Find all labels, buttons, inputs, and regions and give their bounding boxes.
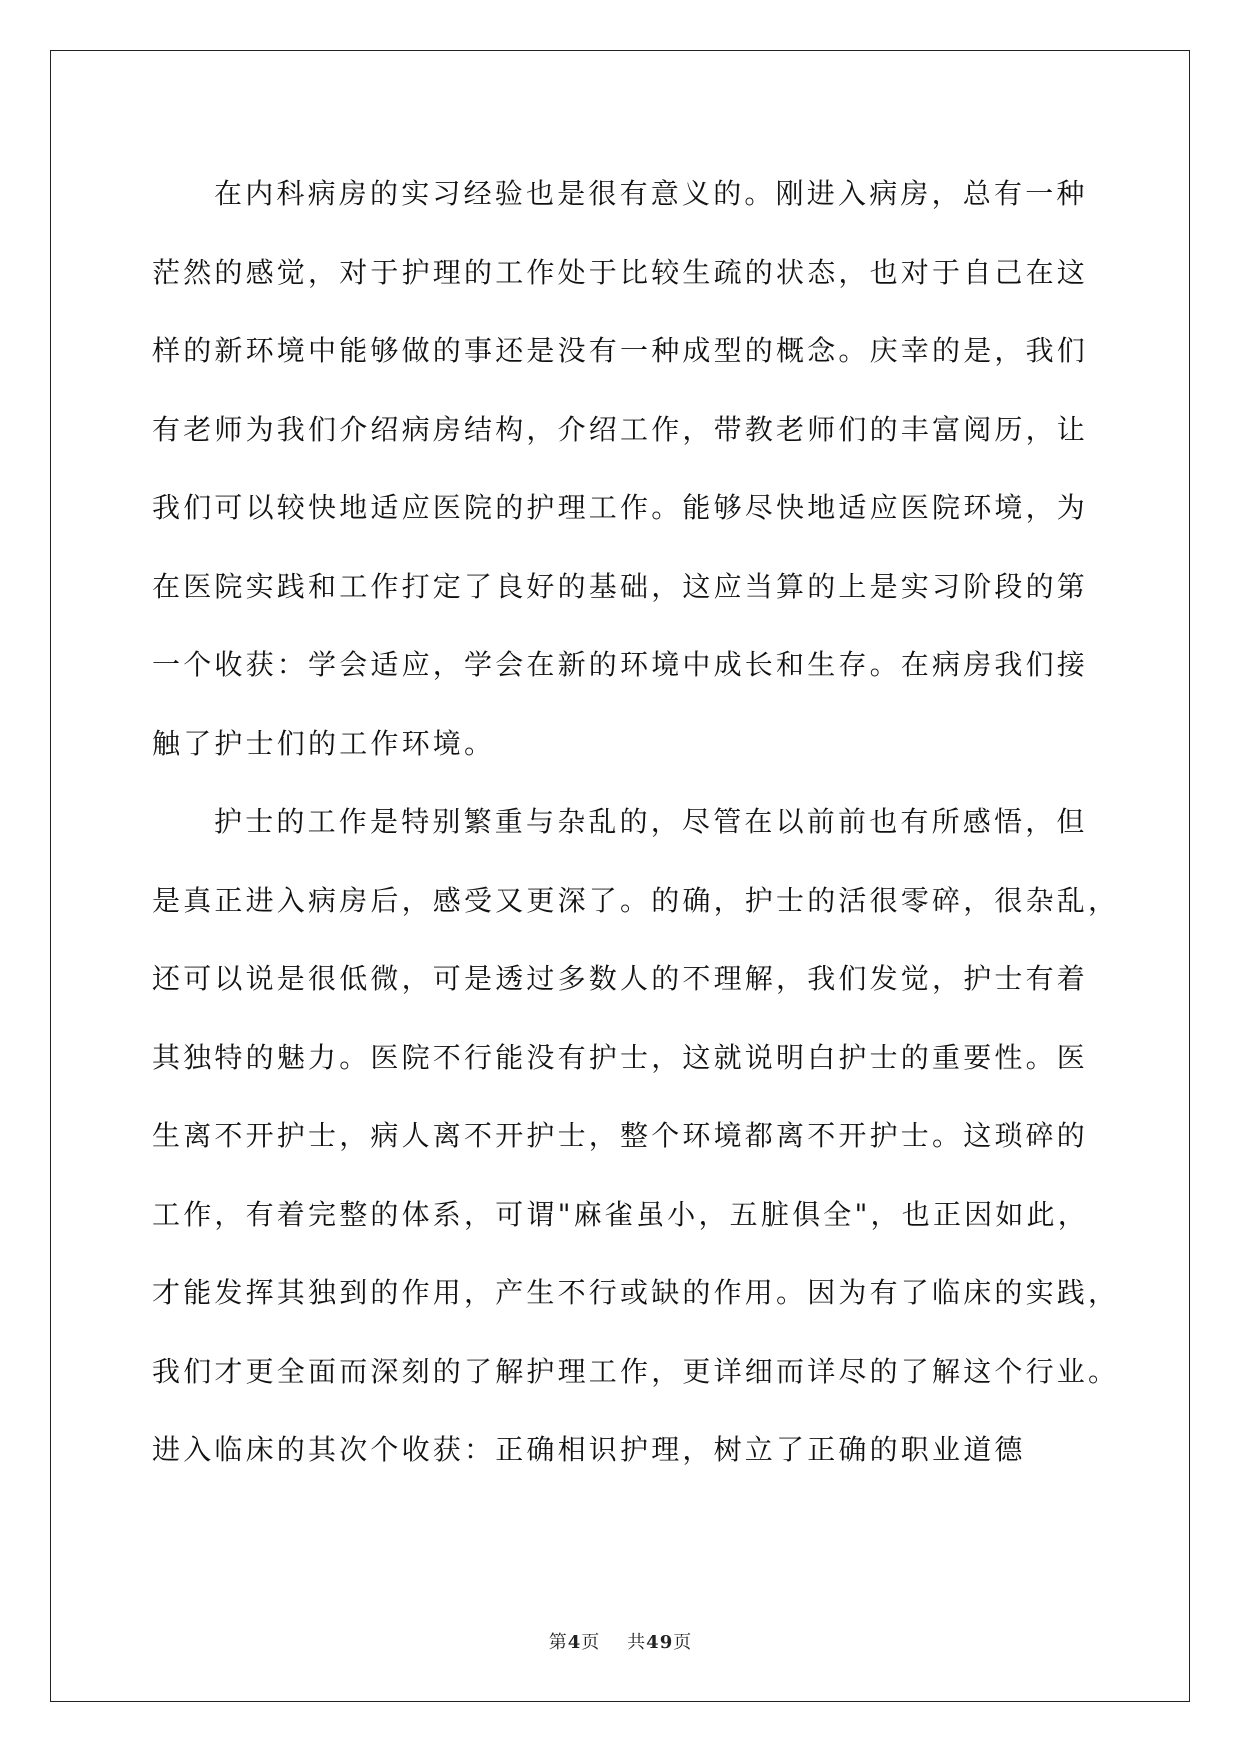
text-line: 触了护士们的工作环境。 (152, 726, 496, 760)
paragraph-1 (152, 155, 1092, 783)
text-line: 进入临床的其次个收获：正确相识护理，树立了正确的职业道德 (152, 1433, 1026, 1466)
paragraph-2 (152, 783, 1120, 1490)
text-line: 样的新环境中能够做的事还是没有一种成型的概念。庆幸的是，我们 (152, 334, 1089, 367)
page-number: 4 (567, 1632, 582, 1653)
text-line: 茫然的感觉，对于护理的工作处于比较生疏的状态，也对于自己在这 (152, 255, 1089, 289)
text-line: 还可以说是很低微，可是透过多数人的不理解，我们发觉，护士有着 (152, 962, 1089, 995)
text-line: 在医院实践和工作打定了良好的基础，这应当算的上是实习阶段的第 (152, 569, 1089, 603)
footer-total-suffix: 页 (673, 1632, 693, 1653)
text-line: 工作，有着完整的体系，可谓"麻雀虽小，五脏俱全"，也正因如此， (152, 1197, 1089, 1231)
footer-total-prefix: 共 (627, 1632, 647, 1653)
text-line: 一个收获：学会适应，学会在新的环境中成长和生存。在病房我们接 (152, 648, 1089, 681)
text-line: 护士的工作是特别繁重与杂乱的，尽管在以前前也有所感悟，但 (214, 805, 1088, 838)
text-line: 其独特的魅力。医院不行能没有护士，这就说明白护士的重要性。医 (152, 1040, 1089, 1074)
text-line: 是真正进入病房后，感受又更深了。的确，护士的活很零碎，很杂乱， (152, 883, 1120, 917)
text-line: 我们才更全面而深刻的了解护理工作，更详细而详尽的了解这个行业。 (152, 1354, 1120, 1388)
text-line: 我们可以较快地适应医院的护理工作。能够尽快地适应医院环境，为 (152, 491, 1089, 524)
text-line: 生离不开护士，病人离不开护士，整个环境都离不开护士。这琐碎的 (152, 1119, 1089, 1152)
footer-prefix: 第 (548, 1632, 568, 1653)
text-line: 才能发挥其独到的作用，产生不行或缺的作用。因为有了临床的实践， (152, 1276, 1120, 1309)
footer-page-suffix: 页 (581, 1632, 601, 1653)
document-body (152, 155, 1120, 1490)
text-line: 在内科病房的实习经验也是很有意义的。刚进入病房，总有一种 (214, 177, 1088, 210)
text-line: 有老师为我们介绍病房结构，介绍工作，带教老师们的丰富阅历，让 (152, 412, 1089, 446)
page-footer (0, 1628, 1241, 1654)
total-pages: 49 (646, 1632, 674, 1653)
